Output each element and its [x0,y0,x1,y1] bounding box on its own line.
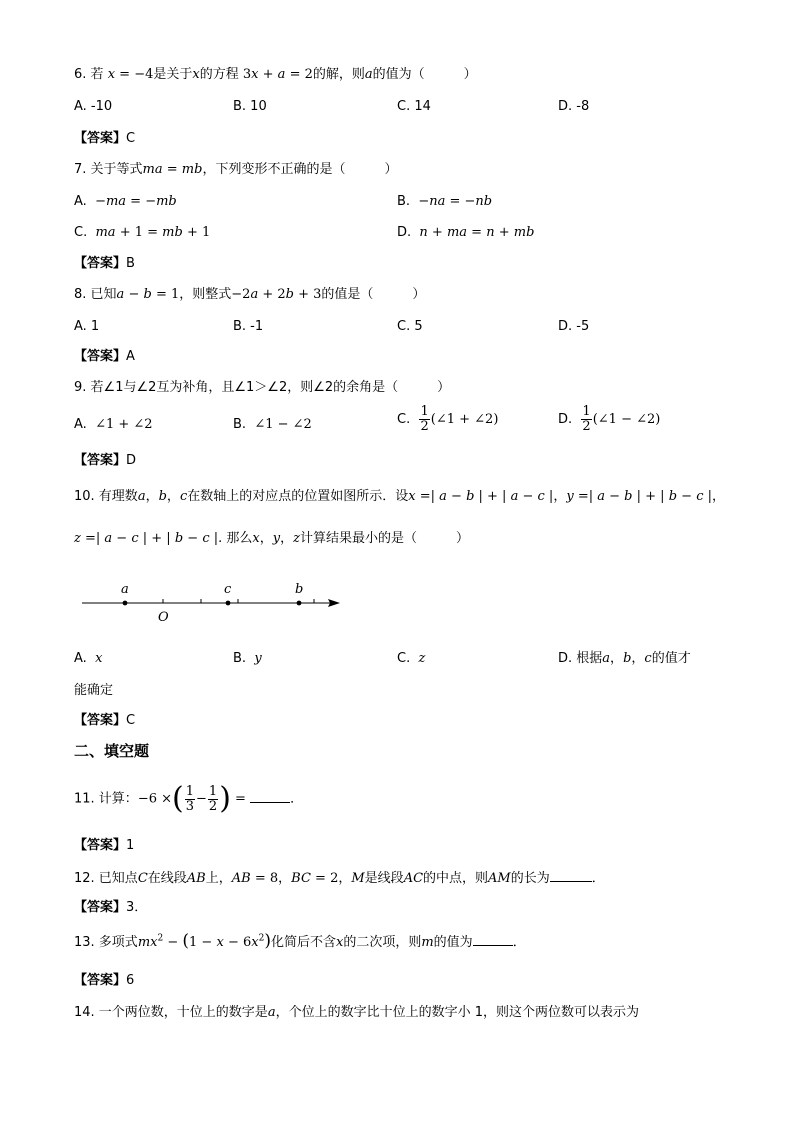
q6-option-c: C. 14 [397,99,431,114]
q9-stem: 9. 若∠1与∠2互为补角，且∠1＞∠2，则∠2的余角是（ ） [74,380,451,395]
q8-option-a: A. 1 [74,319,100,334]
q7-option-d: D. n + ma = n + mb [397,225,535,240]
q6-option-d: D. -8 [558,99,590,114]
q10-option-c: C. z [397,651,426,666]
q7-option-b: B. −na = −nb [397,194,493,209]
section-title: 二、填空题 [74,742,150,760]
q13-answer: 【答案】6 [74,973,135,988]
q6-option-b: B. 10 [233,99,267,114]
q11-answer: 【答案】1 [74,838,135,853]
q10-option-d-continued: 能确定 [74,683,114,698]
q9-option-b: B. ∠1 − ∠2 [233,417,312,432]
label-b: b [295,582,304,597]
q6-answer: 【答案】C [74,131,136,146]
q8-option-b: B. -1 [233,319,264,334]
number-line-figure [74,576,354,628]
q7-option-c: C. ma + 1 = mb + 1 [74,225,211,240]
q7-stem: 7. 关于等式ma = mb，下列变形不正确的是（ ） [74,162,398,177]
q8-option-c: C. 5 [397,319,423,334]
q12-answer: 【答案】3． [74,900,148,915]
label-origin: O [158,610,169,625]
q14-stem: 14. 一个两位数，十位上的数字是a，个位上的数字比十位上的数字小 1，则这个两位数可以表示为 [74,1005,639,1020]
q8-option-d: D. -5 [558,319,590,334]
q10-stem-line1: 10. 有理数a，b，c在数轴上的对应点的位置如图所示．设x =| a − b | + | a − c |，y =| a − b | + | b − c |， [74,489,725,504]
q13-blank[interactable] [473,933,513,946]
q7-option-a: A. −ma = −mb [74,194,177,209]
q9-option-d: D. $\frac{1}{2}$ (∠1 − ∠2) [558,404,661,434]
label-a: a [121,582,129,597]
q6-stem: 6. 若 x = −4是关于x的方程 3x + a = 2的解，则a的值为（ ） [74,67,477,82]
q11-blank[interactable] [250,790,290,803]
point-a [123,601,128,606]
q9-answer: 【答案】D [74,453,137,468]
q10-option-a: A. x [74,651,103,666]
q10-answer: 【答案】C [74,713,136,728]
q10-option-d: D. 根据a，b，c的值才 [558,651,691,666]
q10-option-b: B. y [233,651,262,666]
label-c: c [224,582,232,597]
q9-option-c: C. $\frac{1}{2}$ (∠1 + ∠2) [397,404,499,434]
q10-stem-line2: z =| a − c | + | b − c |. 那么x，y，z计算结果最小的是（ ） [74,531,469,546]
q13-stem: 13. 多项式$mx^2 - (1 - x - 6x^2)$化简后不含x的二次项，则m的值为 ． [74,931,526,951]
point-c [226,601,231,606]
q11-stem: 11. 计算：−6 ×( $\frac{1}{3}$ − $\frac{1}{2}$ ) = ． [74,781,304,816]
q6-option-a: A. -10 [74,99,113,114]
point-b [297,601,302,606]
q7-answer: 【答案】B [74,256,135,271]
q12-blank[interactable] [550,869,592,882]
q9-option-a: A. ∠1 + ∠2 [74,417,153,432]
q8-stem: 8. 已知a − b = 1，则整式−2a + 2b + 3的值是（ ） [74,287,426,302]
q12-stem: 12. 已知点C在线段AB上，AB = 8，BC = 2，M是线段AC的中点，则AM的长为 ． [74,871,605,886]
q8-answer: 【答案】A [74,349,135,364]
